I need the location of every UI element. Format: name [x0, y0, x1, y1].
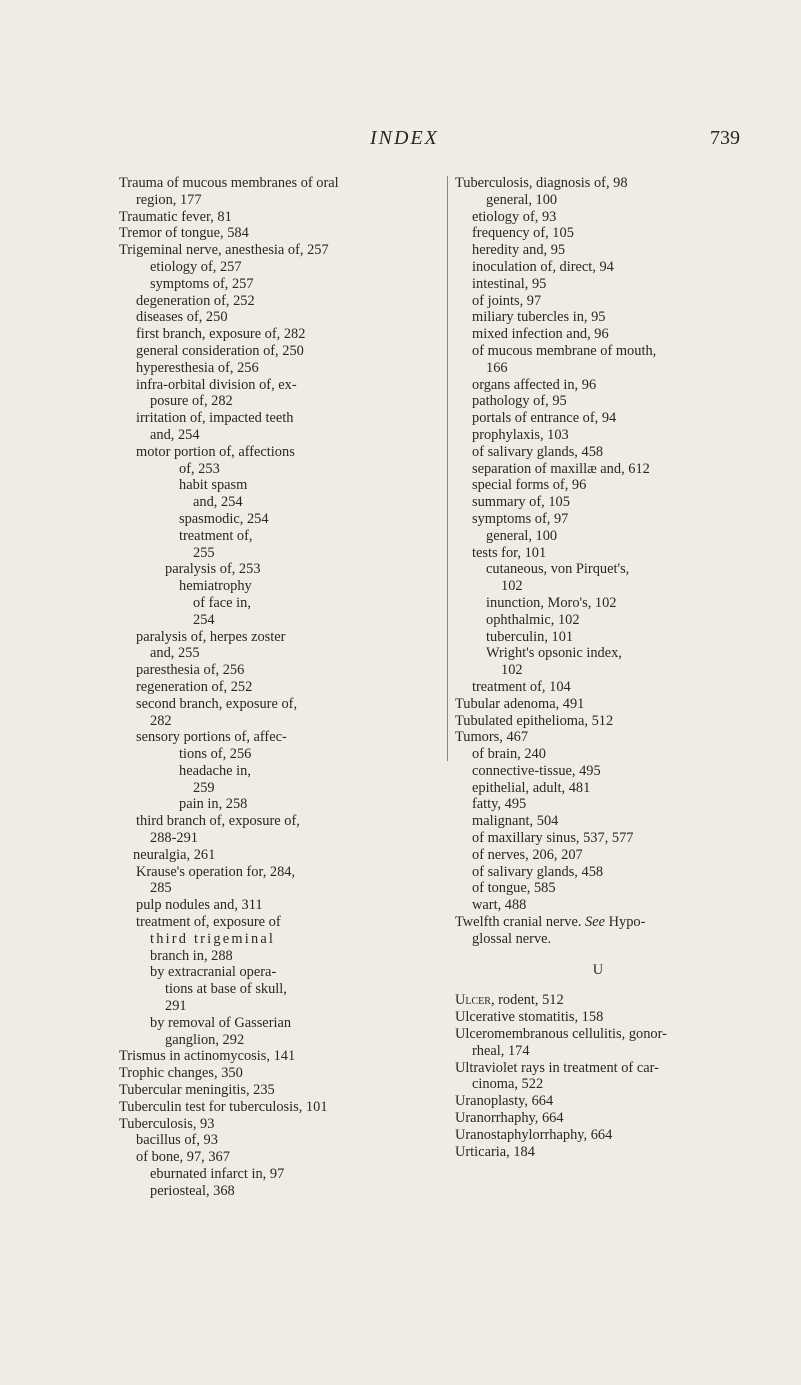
index-entry: Twelfth cranial nerve. See Hypo-: [455, 914, 646, 931]
index-entry: spasmodic, 254: [179, 510, 269, 527]
page-header: [120, 127, 740, 153]
index-entry: general, 100: [486, 527, 558, 544]
index-entry: Tubercular meningitis, 235: [119, 1082, 275, 1099]
index-entry: 291: [165, 998, 187, 1015]
index-entry: Tremor of tongue, 584: [119, 225, 249, 242]
index-entry: third trigeminal: [150, 930, 276, 947]
index-entry: Krause's operation for, 284,: [136, 863, 296, 880]
running-title: INDEX: [370, 127, 439, 149]
index-entry: Uranorrhaphy, 664: [455, 1110, 564, 1127]
index-entry: branch in, 288: [150, 947, 233, 964]
index-entry: organs affected in, 96: [472, 376, 597, 393]
index-entry: ophthalmic, 102: [486, 611, 580, 628]
index-entry: cutaneous, von Pirquet's,: [486, 561, 630, 578]
index-entry: by removal of Gasserian: [150, 1014, 292, 1031]
index-entry: of mucous membrane of mouth,: [472, 342, 657, 359]
index-section-t: [455, 175, 741, 948]
index-entry: regeneration of, 252: [136, 678, 253, 695]
index-entry: treatment of,: [179, 527, 253, 544]
index-entry: symptoms of, 257: [150, 275, 254, 292]
index-entry: separation of maxillæ and, 612: [472, 460, 650, 477]
index-entry: special forms of, 96: [472, 477, 587, 494]
index-entry: heredity and, 95: [472, 242, 566, 259]
index-entry: 255: [193, 544, 215, 561]
index-entry: 102: [501, 662, 523, 679]
index-entry: periosteal, 368: [150, 1182, 235, 1199]
index-entry: of salivary glands, 458: [472, 863, 604, 880]
index-entry: first branch, exposure of, 282: [136, 326, 306, 343]
index-entry: of joints, 97: [472, 292, 542, 309]
index-entry: sensory portions of, affec-: [136, 729, 287, 746]
index-entry: Traumatic fever, 81: [119, 208, 232, 225]
index-entry: of maxillary sinus, 537, 577: [472, 830, 634, 847]
index-entry: Tuberculosis, 93: [119, 1115, 215, 1132]
index-entry: eburnated infarct in, 97: [150, 1166, 285, 1183]
index-entry: Trigeminal nerve, anesthesia of, 257: [119, 242, 329, 259]
index-entry: Wright's opsonic index,: [486, 645, 622, 662]
index-entry: of brain, 240: [472, 746, 546, 763]
index-entry: Ulceromembranous cellulitis, gonor-: [455, 1026, 667, 1043]
index-entry: hemiatrophy: [179, 578, 252, 595]
index-entry: region, 177: [136, 191, 202, 208]
index-entry: Trismus in actinomycosis, 141: [119, 1048, 296, 1065]
index-column-right: [455, 175, 741, 1160]
index-entry: second branch, exposure of,: [136, 695, 298, 712]
index-entry: posure of, 282: [150, 393, 233, 410]
index-entry: tions of, 256: [179, 746, 252, 763]
index-column-left: [119, 175, 444, 1200]
index-section-u: [455, 992, 741, 1160]
index-entry: Trophic changes, 350: [119, 1065, 243, 1082]
index-entry: 102: [501, 578, 523, 595]
index-entry: irritation of, impacted teeth: [136, 410, 294, 427]
index-entry: miliary tubercles in, 95: [472, 309, 606, 326]
index-entry: habit spasm: [179, 477, 248, 494]
index-entry: degeneration of, 252: [136, 292, 255, 309]
index-entry: third branch of, exposure of,: [136, 813, 300, 830]
page-number: 739: [710, 127, 740, 149]
index-entry: bacillus of, 93: [136, 1132, 218, 1149]
index-entry: rheal, 174: [472, 1042, 530, 1059]
index-entry: etiology of, 257: [150, 258, 242, 275]
index-entry: inoculation of, direct, 94: [472, 258, 614, 275]
index-entry: epithelial, adult, 481: [472, 779, 591, 796]
index-entry: Urticaria, 184: [455, 1143, 535, 1160]
index-entry: paralysis of, herpes zoster: [136, 628, 286, 645]
index-entry: and, 254: [193, 494, 243, 511]
index-entry: hyperesthesia of, 256: [136, 359, 259, 376]
index-entry: general, 100: [486, 191, 558, 208]
index-entry: Tuberculosis, diagnosis of, 98: [455, 175, 628, 191]
index-entry: tests for, 101: [472, 544, 547, 561]
index-entry: paresthesia of, 256: [136, 662, 245, 679]
index-entry: wart, 488: [472, 897, 527, 914]
index-entry: 254: [193, 611, 215, 628]
index-entry: 285: [150, 880, 172, 897]
index-entry: diseases of, 250: [136, 309, 228, 326]
index-entry: Tuberculin test for tuberculosis, 101: [119, 1098, 328, 1115]
index-entry: and, 255: [150, 645, 200, 662]
index-entry: headache in,: [179, 762, 251, 779]
index-entry: 288-291: [150, 830, 198, 847]
index-entry: connective-tissue, 495: [472, 762, 601, 779]
index-entry: intestinal, 95: [472, 275, 547, 292]
index-entry: Tumors, 467: [455, 729, 529, 746]
index-entry: summary of, 105: [472, 494, 570, 511]
index-entry: neuralgia, 261: [133, 846, 216, 863]
index-entry: by extracranial opera-: [150, 964, 277, 981]
index-entry: Tubular adenoma, 491: [455, 695, 585, 712]
index-entry: mixed infection and, 96: [472, 326, 609, 343]
column-divider: [447, 176, 448, 761]
index-entry: of bone, 97, 367: [136, 1149, 230, 1166]
index-entry: symptoms of, 97: [472, 510, 569, 527]
index-entry: Uranostaphylorrhaphy, 664: [455, 1126, 613, 1143]
index-entry: Ulcerative stomatitis, 158: [455, 1009, 604, 1026]
index-entry: treatment of, exposure of: [136, 914, 281, 931]
index-entry: infra-orbital division of, ex-: [136, 376, 297, 393]
index-entry: 166: [486, 359, 508, 376]
index-entry: general consideration of, 250: [136, 342, 304, 359]
index-entry: malignant, 504: [472, 813, 559, 830]
index-entry: fatty, 495: [472, 796, 527, 813]
index-entry: of tongue, 585: [472, 880, 556, 897]
index-entry: pulp nodules and, 311: [136, 897, 263, 914]
index-entry: motor portion of, affections: [136, 443, 295, 460]
index-entry: Ulcer, rodent, 512: [455, 992, 564, 1009]
index-entry: treatment of, 104: [472, 678, 571, 695]
index-entry: inunction, Moro's, 102: [486, 594, 617, 611]
index-entry: tuberculin, 101: [486, 628, 574, 645]
index-entry: ganglion, 292: [165, 1031, 245, 1048]
index-entry: Ultraviolet rays in treatment of car-: [455, 1059, 659, 1076]
index-entry: tions at base of skull,: [165, 981, 287, 998]
index-entry: prophylaxis, 103: [472, 426, 569, 443]
index-entry: Trauma of mucous membranes of oral: [119, 175, 339, 191]
index-entry: of salivary glands, 458: [472, 443, 604, 460]
index-entry: Uranoplasty, 664: [455, 1093, 554, 1110]
index-entry: paralysis of, 253: [165, 561, 261, 578]
index-entry: cinoma, 522: [472, 1076, 544, 1093]
index-entry: glossal nerve.: [472, 930, 552, 947]
index-entry: Tubulated epithelioma, 512: [455, 712, 614, 729]
index-entry: pain in, 258: [179, 796, 248, 813]
section-letter-u: U: [592, 961, 604, 978]
index-entry: frequency of, 105: [472, 225, 574, 242]
index-entry: pathology of, 95: [472, 393, 567, 410]
index-entry: of, 253: [179, 460, 220, 477]
index-entry: and, 254: [150, 426, 200, 443]
index-entry: portals of entrance of, 94: [472, 410, 617, 427]
index-entry: of face in,: [193, 594, 251, 611]
index-entry: of nerves, 206, 207: [472, 846, 583, 863]
index-entry: 282: [150, 712, 172, 729]
index-entry: etiology of, 93: [472, 208, 557, 225]
index-entry: 259: [193, 779, 215, 796]
